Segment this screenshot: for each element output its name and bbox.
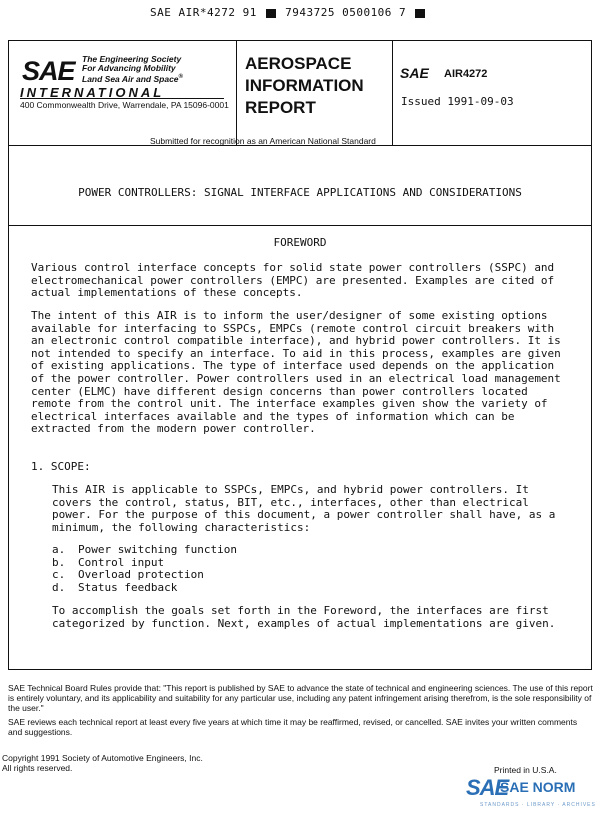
list-letter: c. — [52, 568, 66, 582]
barcode-block — [415, 9, 425, 18]
document-number: AIR4272 — [444, 68, 488, 80]
watermark-text: SAE NORM — [500, 779, 576, 795]
document-title: POWER CONTROLLERS: SIGNAL INTERFACE APPLICATIONS AND CONSIDERATIONS — [78, 186, 522, 199]
list-text: Power switching function — [78, 543, 237, 556]
report-type-line: INFORMATION — [245, 76, 364, 95]
title-rule — [8, 225, 592, 226]
list-letter: d. — [52, 580, 66, 594]
list-text: Overload protection — [78, 568, 204, 582]
address: 400 Commonwealth Drive, Warrendale, PA 15096-0001 — [20, 100, 229, 110]
characteristics-list — [52, 544, 237, 594]
tagline-line: For Advancing Mobility — [82, 63, 176, 73]
list-letter: b. — [52, 555, 66, 569]
list-letter: a. — [52, 543, 66, 556]
scope-paragraph-2: To accomplish the goals set forth in the Foreword, the interfaces are first categorized by function. Next, examples of actual implementations are given. — [52, 604, 556, 630]
sae-small-logo: SAE — [400, 65, 429, 81]
technical-board-rules: SAE Technical Board Rules provide that: "This report is published by SAE to advance the state of technical and engineering sciences. The use of this report is entirely voluntary, and its applicability and suitability for any particular use, including any patent infringement arising therefrom, is the sole responsibility of the user." — [8, 683, 593, 713]
copyright-line: All rights reserved. — [2, 763, 73, 773]
logo-underline — [20, 98, 224, 99]
list-text: Control input — [78, 555, 165, 569]
report-type — [245, 53, 364, 119]
list-item — [52, 582, 237, 595]
header-divider-right — [392, 41, 393, 145]
registered-mark: ® — [178, 74, 183, 80]
watermark-subtext: STANDARDS · LIBRARY · ARCHIVES — [480, 802, 596, 808]
printed-in: Printed in U.S.A. — [494, 765, 557, 775]
logo-tagline — [82, 55, 192, 84]
scope-paragraph-1: This AIR is applicable to SSPCs, EMPCs, and hybrid power controllers. It covers the control, status, BIT, etc., interfaces, other than electrical power. For the purpose of this document, a power controller shall have, as a minimum, the following characteristics: — [52, 483, 556, 534]
foreword-heading: FOREWORD — [273, 236, 327, 249]
sae-logo: SAE — [22, 56, 75, 86]
tagline-line: The Engineering Society — [82, 54, 182, 64]
tagline-line — [82, 73, 192, 84]
code-prefix: SAE AIR*4272 91 — [150, 6, 257, 19]
document-code-line — [150, 6, 427, 19]
review-note: SAE reviews each technical report at least every five years at which time it may be reaffirmed, revised, or cancelled. SAE invites your written comments and suggestions. — [8, 717, 578, 737]
header-divider-left — [236, 41, 237, 145]
list-text: Status feedback — [78, 580, 178, 594]
code-middle: 7943725 0500106 7 — [285, 6, 407, 19]
copyright — [2, 753, 203, 773]
report-type-line: REPORT — [245, 98, 316, 117]
issue-date: Issued 1991-09-03 — [401, 95, 514, 108]
copyright-line: Copyright 1991 Society of Automotive Engineers, Inc. — [2, 753, 203, 763]
international-wordmark: INTERNATIONAL — [20, 85, 165, 100]
foreword-paragraph-1: Various control interface concepts for solid state power controllers (SSPC) and electromechanical power controllers (EMPC) are presented. Examples are cited of actual implementations of these concepts. — [31, 261, 555, 300]
submitted-note: Submitted for recognition as an American National Standard — [150, 136, 376, 146]
watermark-logo: SAE — [466, 775, 509, 800]
section-heading-scope: 1. SCOPE: — [31, 460, 91, 473]
foreword-paragraph-2: The intent of this AIR is to inform the user/designer of some existing options available for interfacing to SSPCs, EMPCs (remote control circuit breakers with an electronic control compatible interface), and hybrid power controllers. It is not intended to specify an interface. To aid in this process, examples are given of existing applications. The type of interface used depends on the application of the power controller. Power controllers used in an electrical load management center (ELMC) have different design concerns than power controllers located remote from the control unit. The interface examples given show the variety of electrical interfaces available and the types of information which can be extracted from the modern power controller. — [31, 309, 561, 436]
report-type-line: AEROSPACE — [245, 54, 352, 73]
barcode-block — [266, 9, 276, 18]
tagline-text: Land Sea Air and Space — [82, 73, 179, 84]
